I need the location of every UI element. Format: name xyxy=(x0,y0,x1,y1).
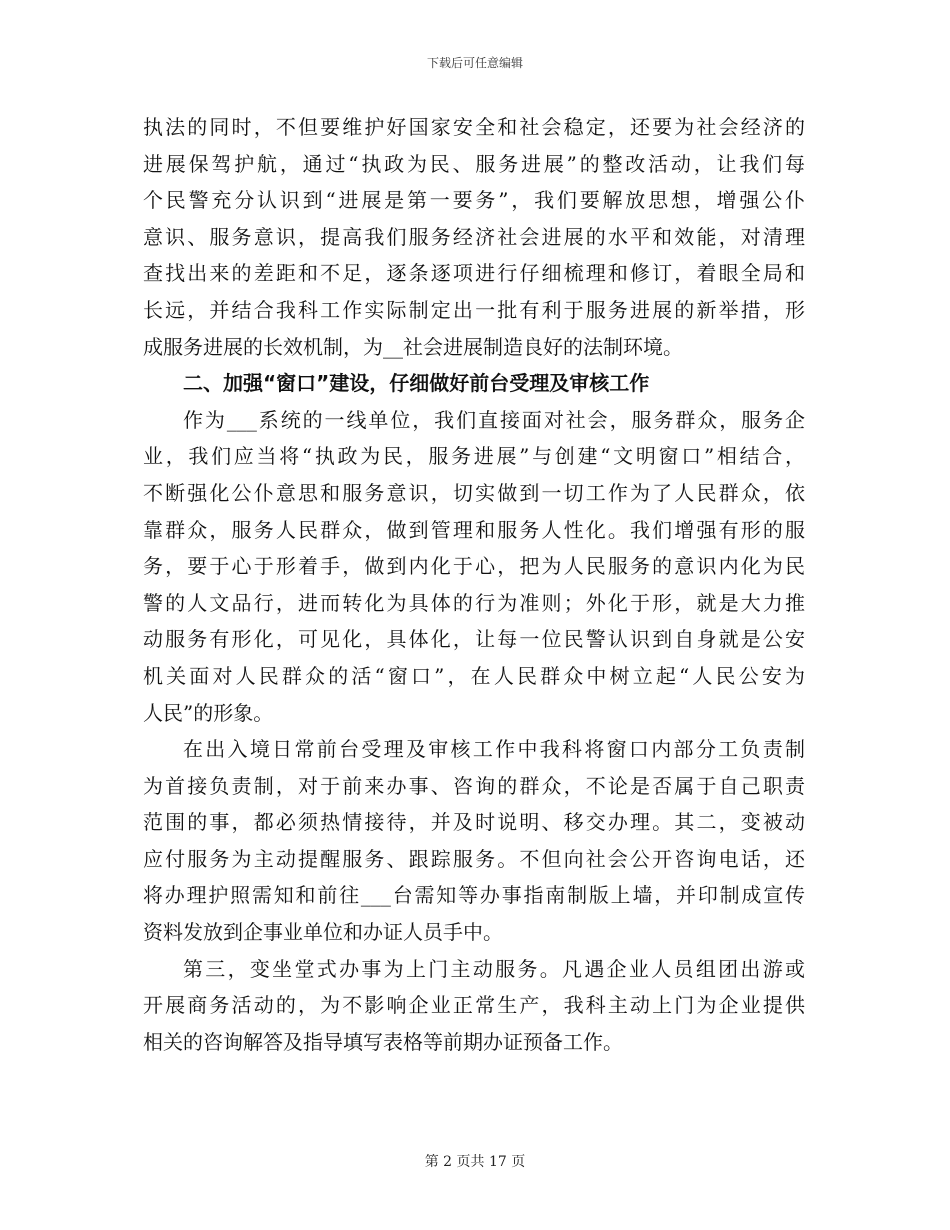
text-line: 机关面对人民群众的活“窗口”，在人民群众中树立起“人民公安为 xyxy=(143,663,805,688)
text-line: 应付服务为主动提醒服务、跟踪服务。不但向社会公开咨询电话，还 xyxy=(143,846,805,871)
page-number: 第 2 页共 17 页 xyxy=(424,1154,526,1170)
text-line: 动服务有形化，可见化，具体化，让每一位民警认识到自身就是公安 xyxy=(143,627,805,652)
text-line: 范围的事，都必须热情接待，并及时说明、移交办理。其二，变被动 xyxy=(143,810,805,835)
text-line: 人民”的形象。 xyxy=(143,700,274,725)
text-line: 业，我们应当将“执政为民，服务进展”与创建“文明窗口”相结合， xyxy=(143,444,805,469)
text-line: 资料发放到企事业单位和办证人员手中。 xyxy=(143,920,503,945)
text-line: 成服务进展的长效机制，为__社会进展制造良好的法制环境。 xyxy=(143,334,683,359)
text-line: 长远，并结合我科工作实际制定出一批有利于服务进展的新举措，形 xyxy=(143,297,805,322)
text-line: 不断强化公仆意思和服务意识，切实做到一切工作为了人民群众，依 xyxy=(143,480,805,505)
text-line: 第三，变坐堂式办事为上门主动服务。凡遇企业人员组团出游或 xyxy=(183,956,805,981)
text-line: 查找出来的差距和不足，逐条逐项进行仔细梳理和修订，着眼全局和 xyxy=(143,261,805,286)
text-line: 为首接负责制，对于前来办事、咨询的群众，不论是否属于自己职责 xyxy=(143,773,805,798)
section-heading: 二、加强“窗口”建设，仔细做好前台受理及审核工作 xyxy=(183,371,650,396)
text-line: 将办理护照需知和前往___台需知等办事指南制版上墙，并印制成宣传 xyxy=(143,883,805,908)
text-line: 务，要于心于形着手，做到内化于心，把为人民服务的意识内化为民 xyxy=(143,554,805,579)
page-header: 下载后可任意编辑 xyxy=(426,56,523,70)
text-line: 相关的咨询解答及指导填写表格等前期办证预备工作。 xyxy=(143,1029,623,1054)
text-line: 个民警充分认识到“进展是第一要务”，我们要解放思想，增强公仆 xyxy=(143,188,805,213)
text-line: 在出入境日常前台受理及审核工作中我科将窗口内部分工负责制 xyxy=(183,737,805,762)
text-line: 进展保驾护航，通过“执政为民、服务进展”的整改活动，让我们每 xyxy=(143,151,805,176)
text-line: 警的人文品行，进而转化为具体的行为准则；外化于形，就是大力推 xyxy=(143,590,805,615)
document-body xyxy=(143,109,805,1060)
text-line: 开展商务活动的，为不影响企业正常生产，我科主动上门为企业提供 xyxy=(143,993,805,1018)
text-line: 执法的同时，不但要维护好国家安全和社会稳定，还要为社会经济的 xyxy=(143,115,805,139)
text-line: 意识、服务意识，提高我们服务经济社会进展的水平和效能，对清理 xyxy=(143,224,805,249)
text-line: 作为___系统的一线单位，我们直接面对社会，服务群众，服务企 xyxy=(183,407,805,432)
text-line: 靠群众，服务人民群众，做到管理和服务人性化。我们增强有形的服 xyxy=(143,517,805,542)
